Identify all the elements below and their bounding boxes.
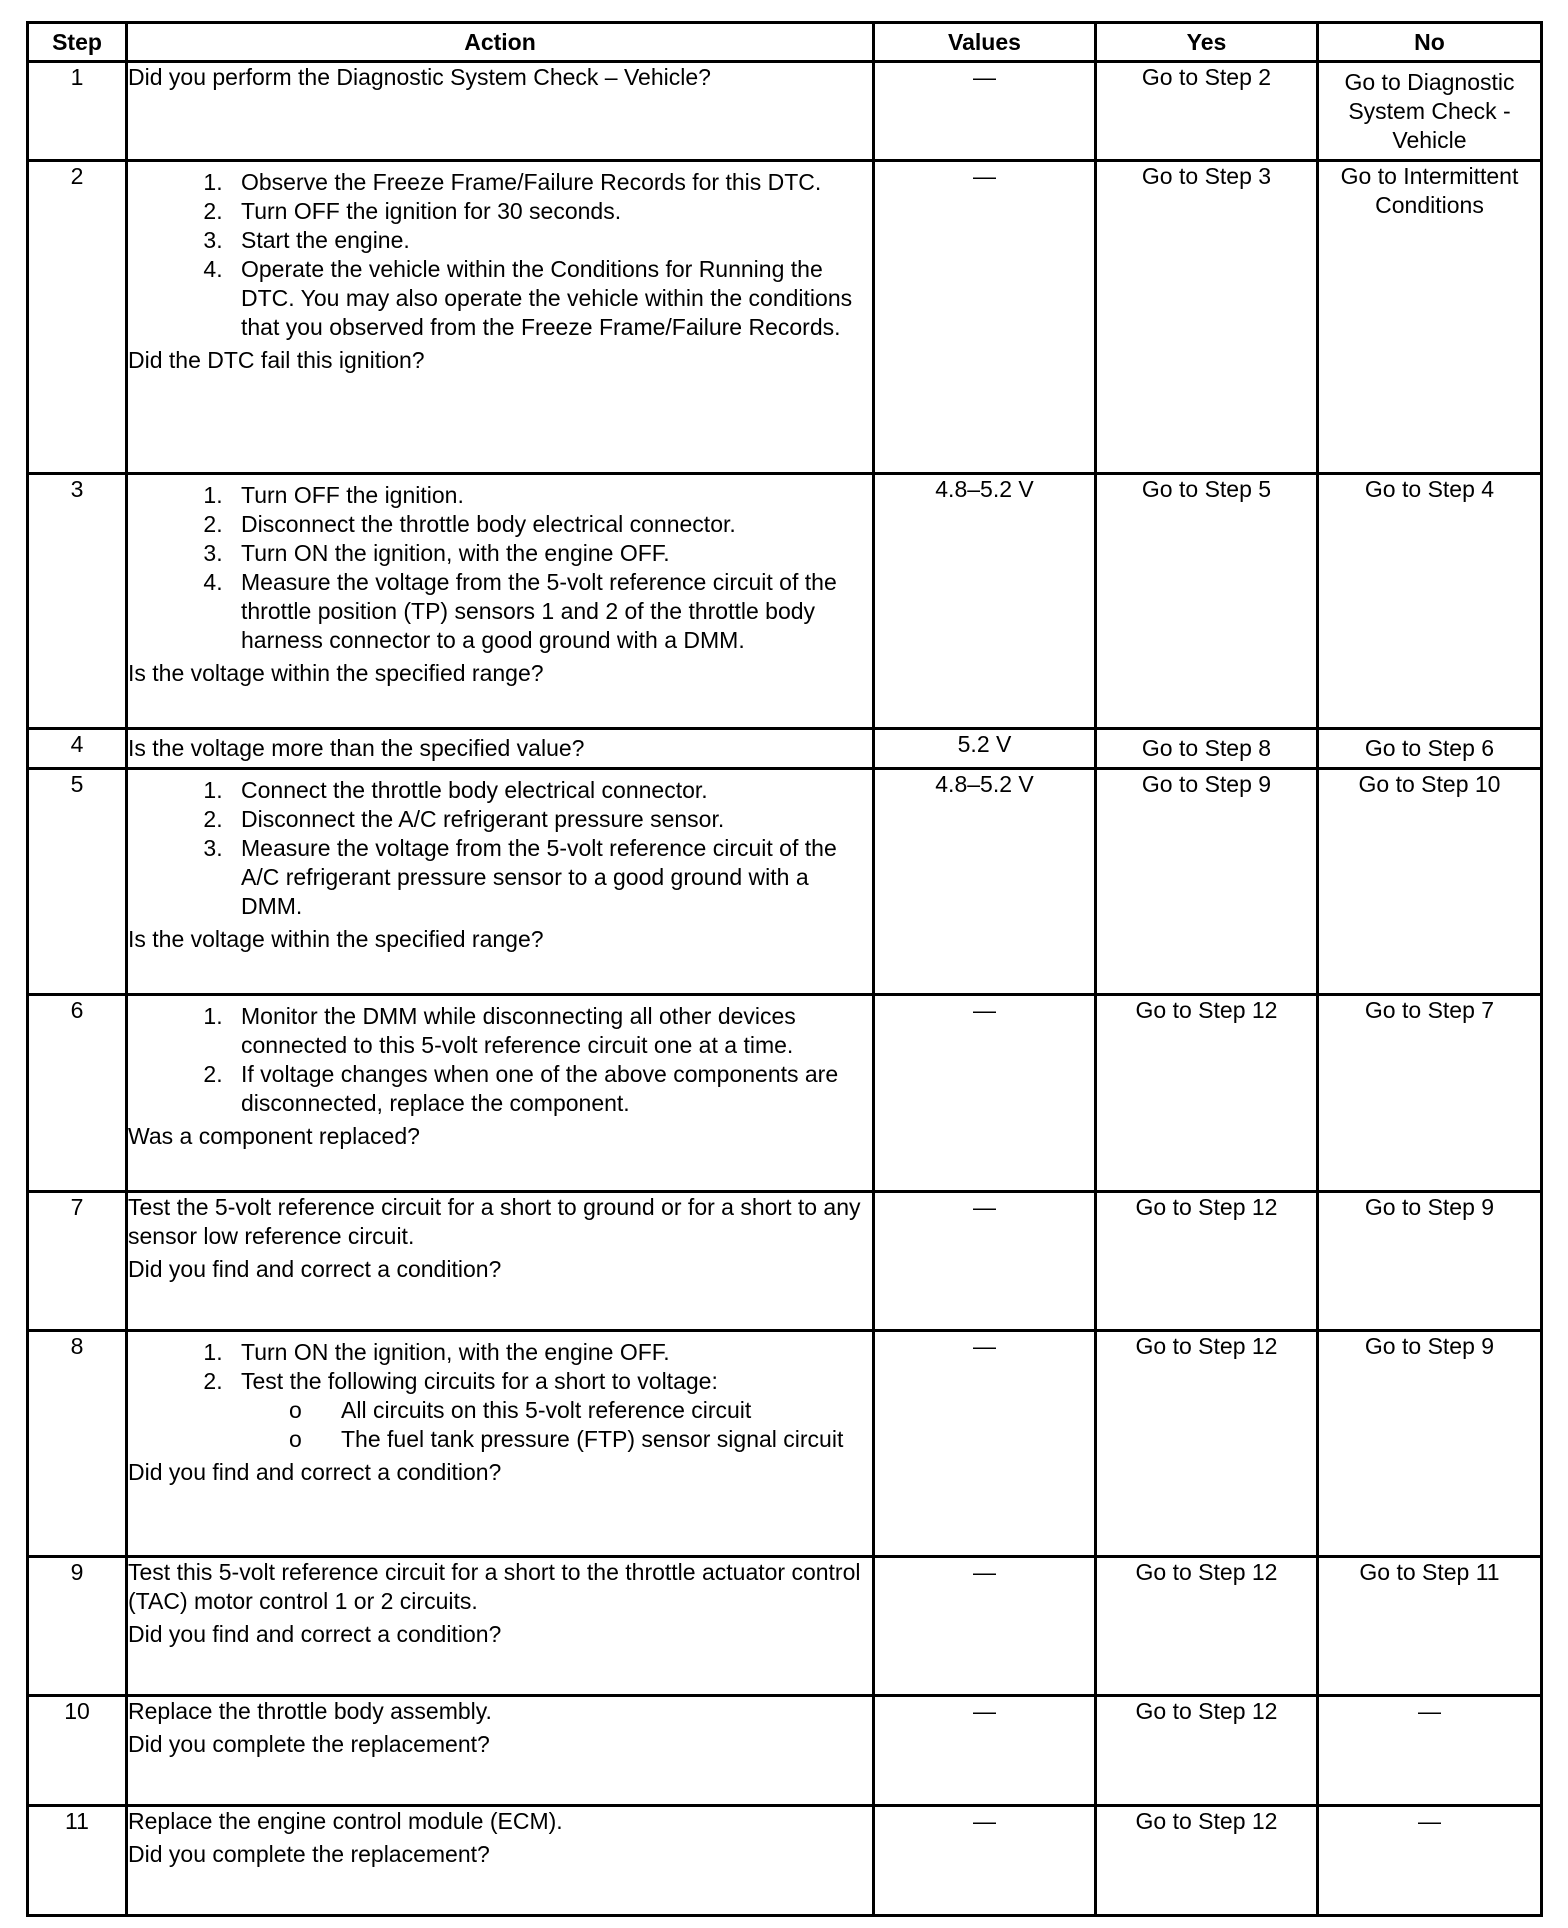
question: Is the voltage within the specified range?	[128, 926, 544, 952]
no-cell: Go to Step 11	[1318, 1557, 1542, 1696]
table-row	[28, 1331, 1542, 1557]
list-item: 2. Turn OFF the ignition for 30 seconds.	[229, 197, 872, 226]
step-number: 10	[28, 1696, 127, 1806]
yes-cell: Go to Step 12	[1096, 1557, 1318, 1696]
list-item: 4. Measure the voltage from the 5-volt reference circuit of the throttle position (TP) sensors 1 and 2 of the throttle body harness connector to a good ground with a DMM.	[229, 568, 872, 655]
action-text: Test the 5-volt reference circuit for a short to ground or for a short to any sensor low reference circuit.	[128, 1194, 861, 1249]
question: Did you find and correct a condition?	[128, 1459, 502, 1485]
sub-list	[241, 1396, 872, 1454]
no-cell: Go to Step 9	[1318, 1331, 1542, 1557]
action-cell	[127, 729, 874, 769]
step-number: 6	[28, 995, 127, 1192]
question: Did you find and correct a condition?	[128, 1256, 502, 1282]
diagnostic-table	[26, 21, 1543, 1917]
step-number: 9	[28, 1557, 127, 1696]
header-row	[28, 23, 1542, 62]
instruction-list	[128, 1002, 872, 1118]
action-cell	[127, 1557, 874, 1696]
yes-cell: Go to Step 12	[1096, 1331, 1318, 1557]
value-cell: 4.8–5.2 V	[874, 474, 1096, 729]
action-cell	[127, 161, 874, 474]
list-item: 2. Disconnect the A/C refrigerant pressure sensor.	[229, 805, 872, 834]
header-action: Action	[127, 23, 874, 62]
no-cell: Go to Step 4	[1318, 474, 1542, 729]
step-number: 11	[28, 1806, 127, 1916]
table-row	[28, 1557, 1542, 1696]
list-item-text: Test the following circuits for a short to voltage:	[241, 1368, 718, 1394]
list-item: 1. Connect the throttle body electrical connector.	[229, 776, 872, 805]
no-cell: —	[1318, 1696, 1542, 1806]
yes-cell: Go to Step 3	[1096, 161, 1318, 474]
list-item	[229, 1367, 872, 1454]
list-item: 3. Turn ON the ignition, with the engine OFF.	[229, 539, 872, 568]
list-item: 3. Start the engine.	[229, 226, 872, 255]
action-text: Replace the engine control module (ECM).	[128, 1808, 563, 1834]
step-number: 2	[28, 161, 127, 474]
question: Was a component replaced?	[128, 1123, 420, 1149]
value-cell: —	[874, 161, 1096, 474]
no-cell: Go to Step 10	[1318, 769, 1542, 995]
table-row	[28, 1806, 1542, 1916]
value-cell: —	[874, 1331, 1096, 1557]
sub-list-item: o The fuel tank pressure (FTP) sensor signal circuit	[329, 1425, 872, 1454]
table-row	[28, 62, 1542, 161]
table-row	[28, 1192, 1542, 1331]
table-row	[28, 1696, 1542, 1806]
yes-cell: Go to Step 8	[1096, 729, 1318, 769]
yes-cell: Go to Step 9	[1096, 769, 1318, 995]
table-row	[28, 474, 1542, 729]
step-number: 8	[28, 1331, 127, 1557]
no-cell: Go to Intermittent Conditions	[1318, 161, 1542, 474]
question: Is the voltage within the specified range?	[128, 660, 544, 686]
instruction-list	[128, 776, 872, 921]
header-no: No	[1318, 23, 1542, 62]
step-number: 3	[28, 474, 127, 729]
no-cell: Go to Step 7	[1318, 995, 1542, 1192]
action-cell	[127, 1192, 874, 1331]
no-cell: —	[1318, 1806, 1542, 1916]
list-item: 4. Operate the vehicle within the Conditions for Running the DTC. You may also operate the vehicle within the conditions that you observed from the Freeze Frame/Failure Records.	[229, 255, 872, 342]
action-text: Is the voltage more than the specified value?	[128, 735, 585, 761]
sub-list-item: o All circuits on this 5-volt reference circuit	[329, 1396, 872, 1425]
yes-cell: Go to Step 12	[1096, 1192, 1318, 1331]
no-cell: Go to Step 6	[1318, 729, 1542, 769]
list-item: 2. If voltage changes when one of the above components are disconnected, replace the component.	[229, 1060, 872, 1118]
action-text: Replace the throttle body assembly.	[128, 1698, 492, 1724]
table-row	[28, 769, 1542, 995]
step-number: 7	[28, 1192, 127, 1331]
value-cell: —	[874, 1696, 1096, 1806]
action-cell	[127, 1331, 874, 1557]
action-cell	[127, 474, 874, 729]
value-cell: —	[874, 1192, 1096, 1331]
question: Did you complete the replacement?	[128, 1841, 490, 1867]
value-cell: —	[874, 62, 1096, 161]
list-item: 3. Measure the voltage from the 5-volt reference circuit of the A/C refrigerant pressure sensor to a good ground with a DMM.	[229, 834, 872, 921]
instruction-list	[128, 168, 872, 342]
table-row	[28, 995, 1542, 1192]
table-row	[28, 729, 1542, 769]
value-cell: —	[874, 1557, 1096, 1696]
value-cell: —	[874, 1806, 1096, 1916]
action-cell	[127, 1806, 874, 1916]
header-values: Values	[874, 23, 1096, 62]
header-yes: Yes	[1096, 23, 1318, 62]
action-cell	[127, 1696, 874, 1806]
table-row	[28, 161, 1542, 474]
list-item: 2. Disconnect the throttle body electrical connector.	[229, 510, 872, 539]
no-cell: Go to Diagnostic System Check - Vehicle	[1318, 62, 1542, 161]
question: Did the DTC fail this ignition?	[128, 347, 425, 373]
instruction-list	[128, 1338, 872, 1454]
question: Did you complete the replacement?	[128, 1731, 490, 1757]
yes-cell: Go to Step 2	[1096, 62, 1318, 161]
action-cell	[127, 62, 874, 161]
header-step: Step	[28, 23, 127, 62]
step-number: 1	[28, 62, 127, 161]
list-item: 1. Turn OFF the ignition.	[229, 481, 872, 510]
instruction-list	[128, 481, 872, 655]
action-cell	[127, 995, 874, 1192]
step-number: 4	[28, 729, 127, 769]
value-cell: —	[874, 995, 1096, 1192]
step-number: 5	[28, 769, 127, 995]
action-text: Did you perform the Diagnostic System Check – Vehicle?	[128, 64, 711, 90]
yes-cell: Go to Step 12	[1096, 1806, 1318, 1916]
yes-cell: Go to Step 12	[1096, 995, 1318, 1192]
question: Did you find and correct a condition?	[128, 1621, 502, 1647]
action-text: Test this 5-volt reference circuit for a short to the throttle actuator control (TAC) motor control 1 or 2 circuits.	[128, 1559, 861, 1614]
value-cell: 5.2 V	[874, 729, 1096, 769]
list-item: 1. Observe the Freeze Frame/Failure Records for this DTC.	[229, 168, 872, 197]
yes-cell: Go to Step 5	[1096, 474, 1318, 729]
no-cell: Go to Step 9	[1318, 1192, 1542, 1331]
action-cell	[127, 769, 874, 995]
list-item: 1. Turn ON the ignition, with the engine OFF.	[229, 1338, 872, 1367]
value-cell: 4.8–5.2 V	[874, 769, 1096, 995]
list-item: 1. Monitor the DMM while disconnecting all other devices connected to this 5-volt reference circuit one at a time.	[229, 1002, 872, 1060]
yes-cell: Go to Step 12	[1096, 1696, 1318, 1806]
